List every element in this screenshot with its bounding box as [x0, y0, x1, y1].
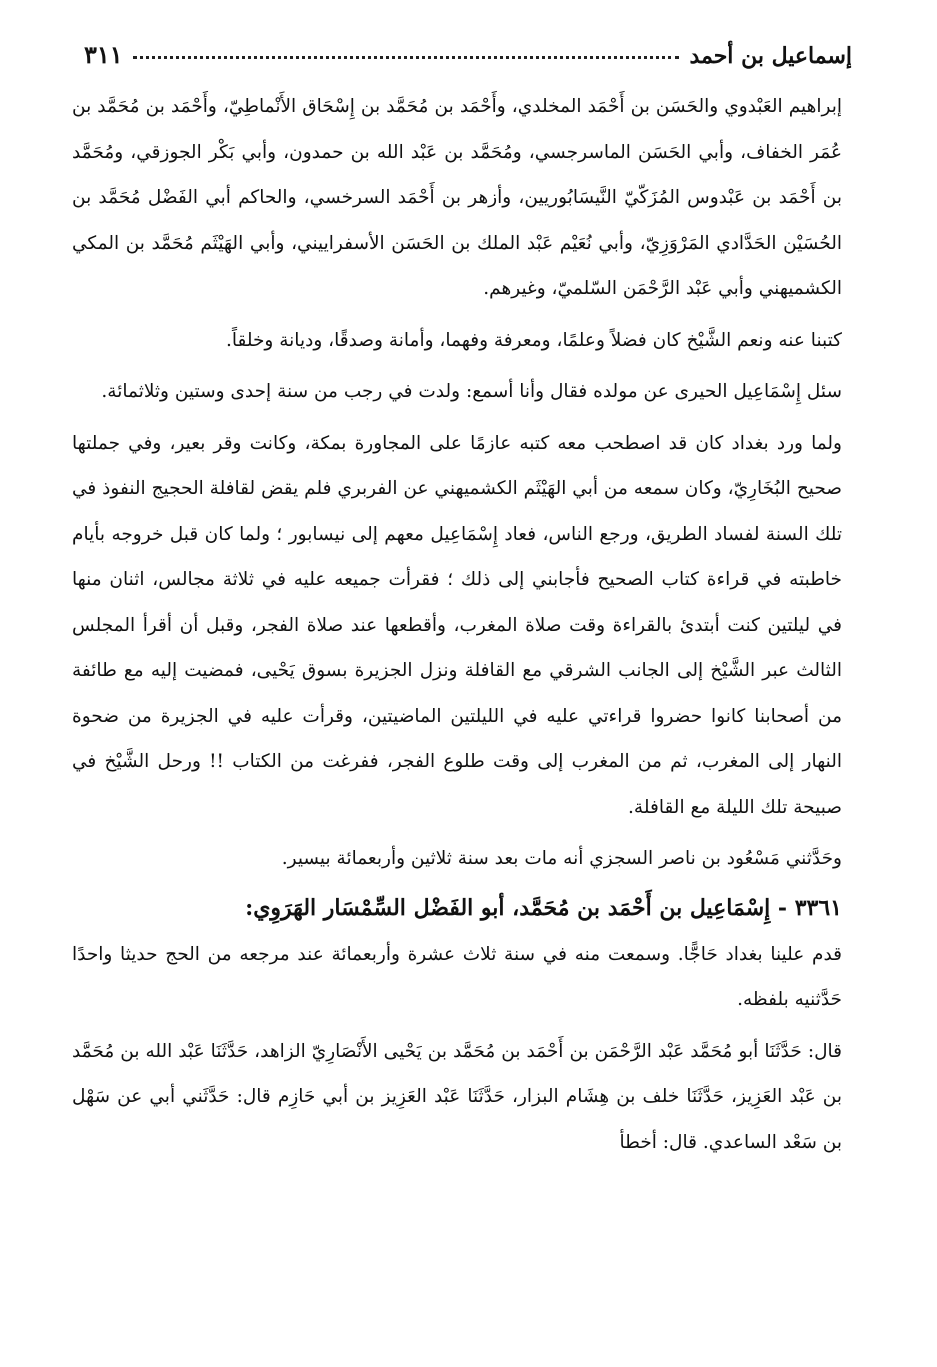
- paragraph-birth: سئل إِسْمَاعِيل الحيرى عن مولده فقال وأنا أسمع: ولدت في رجب من سنة إحدى وستين وثلاثمائة.: [101, 381, 842, 402]
- page-number: ٣١١: [84, 40, 123, 69]
- paragraph-entry-isnad: قال: حَدَّثَنَا أبو مُحَمَّد عَبْد الرَّحْمَن بن أَحْمَد بن مُحَمَّد بن يَحْيى الأَنْصَارِيّ الزاهد، حَدَّثَنَا عَبْد الله بن مُحَمَّد بن عَبْد العَزِيز، حَدَّثَنَا خلف بن هِشَام البزار، حَدَّثَنَا عَبْد العَزِيز بن أبي حَازِم قال: حَدَّثَني أبي عن سَهْل بن سَعْد الساعدي. قال: أخطأ: [72, 1040, 842, 1153]
- paragraph-baghdad-visit: ولما ورد بغداد كان قد اصطحب معه كتبه عازمًا على المجاورة بمكة، وكانت وقر بعير، وفي جملتها صحيح البُخَارِيّ، وكان سمعه من أبي الهَيْثَم الكشميهني عن الفربري فلم يقض لقافلة الحجيج النفوذ في تلك السنة لفساد الطريق، ورجع الناس، فعاد إِسْمَاعِيل معهم إلى نيسابور ؛ ولما كان قبل خروجه بأيام خاطبته في قراءة كتاب الصحيح فأجابني إلى ذلك ؛ فقرأت جميعه عليه في ثلاثة مجالس، اثنان منها في ليلتين كنت أبتدئ بالقراءة وقت صلاة المغرب، وأقطعها عند صلاة الفجر، وقبل أن أقرأ المجلس الثالث عبر الشَّيْخ إلى الجانب الشرقي مع القافلة ونزل الجزيرة بسوق يَحْيى، فمضيت إليه مع طائفة من أصحابنا كانوا حضروا قراءتي عليه في الليلتين الماضيتين، وقرأت عليه في الجزيرة من ضحوة النهار إلى المغرب، ثم من المغرب إلى وقت طلوع الفجر، ففرغت من الكتاب !! ورحل الشَّيْخ في صبيحة تلك الليلة مع القافلة.: [72, 432, 842, 818]
- running-title: إسماعيل بن أحمد: [689, 43, 852, 69]
- page-body: [72, 84, 842, 1165]
- paragraph-teachers-list: إبراهيم العَبْدوي والحَسَن بن أَحْمَد المخلدي، وأَحْمَد بن مُحَمَّد بن إِسْحَاق الأَنْماطِيّ، وأَحْمَد بن مُحَمَّد بن عُمَر الخفاف، وأبي الحَسَن الماسرجسي، ومُحَمَّد بن عَبْد الله بن حمدون، وأبي بَكْر الجوزقي، ومُحَمَّد بن أَحْمَد بن عَبْدوس المُزَكّيّ النَّيسَابُوريين، وأزهر بن أَحْمَد السرخسي، والحاكم أبي الفَضْل مُحَمَّد بن الحُسَيْن الحَدَّادي المَرْوَزِيّ، وأبي نُعَيْم عَبْد الملك بن الحَسَن الأسفراييني، وأبي الهَيْثَم مُحَمَّد بن المكي الكشميهني وأبي عَبْد الرَّحْمَن السّلميّ، وغيرهم.: [72, 96, 842, 299]
- paragraph-death: وحَدَّثني مَسْعُود بن ناصر السجزي أنه مات بعد سنة ثلاثين وأربعمائة بيسير.: [281, 848, 842, 869]
- paragraph-entry-arrival: قدم علينا بغداد حَاجًّا. وسمعت منه في سنة ثلاث عشرة وأربعمائة عند مرجعه من الحج حديثا واحدًا حَدَّثنيه بلفظه.: [72, 943, 842, 1010]
- dotted-leader: [133, 56, 680, 59]
- paragraph-praise: كتبنا عنه ونعم الشَّيْخ كان فضلاً وعلمًا، ومعرفة وفهما، وأمانة وصدقًا، وديانة وخلقاً.: [225, 329, 842, 351]
- page-header: [84, 40, 852, 84]
- entry-heading: ٣٣٦١ - إِسْمَاعِيل بن أَحْمَد بن مُحَمَّد، أبو الفَضْل السِّمْسَار الهَرَوِي:: [245, 894, 842, 921]
